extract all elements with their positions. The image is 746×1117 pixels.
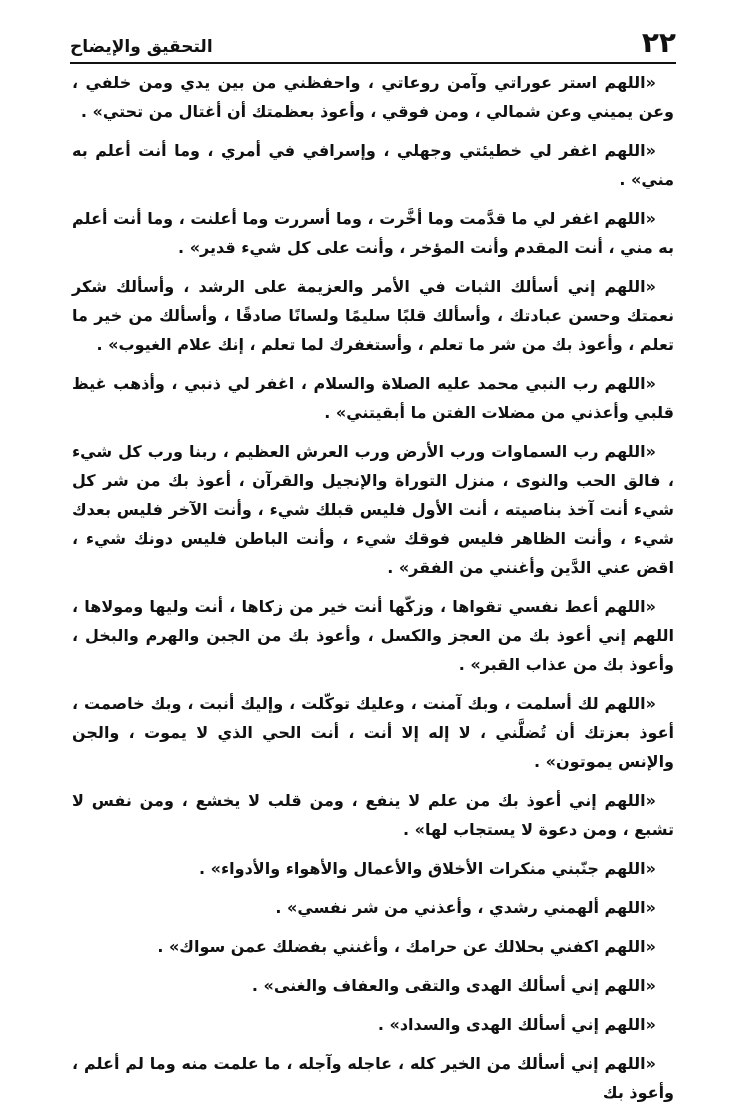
page-number: ٢٢ bbox=[641, 26, 676, 59]
dua-paragraph: «اللهم استر عوراتي وآمن روعاتي ، واحفظني من بين يدي ومن خلفي ، وعن يميني وعن شمالي ، ومن فوقي ، وأعوذ بعظمتك أن أغتال من تحتي» . bbox=[72, 73, 674, 121]
dua-paragraph: «اللهم رب النبي محمد عليه الصلاة والسلام ، اغفر لي ذنبي ، وأذهب غيظ قلبي وأعذني من مضلات الفتن ما أبقيتني» . bbox=[72, 374, 674, 422]
page-header bbox=[70, 22, 676, 64]
dua-paragraph: «اللهم لك أسلمت ، وبك آمنت ، وعليك توكّلت ، وإليك أنبت ، وبك خاصمت ، أعوذ بعزتك أن تُضلَّني ، لا إله إلا أنت ، أنت الحي الذي لا يموت ، والجن والإنس يموتون» . bbox=[72, 694, 674, 771]
dua-paragraph: «اللهم إني أسألك الهدى والسداد» . bbox=[377, 1015, 656, 1034]
dua-paragraph: «اللهم أعط نفسي تقواها ، وزكّها أنت خير من زكاها ، أنت وليها ومولاها ، اللهم إني أعوذ بك من العجز والكسل ، وأعوذ بك من الجبن والهرم والبخل ، وأعوذ بك من عذاب القبر» . bbox=[72, 597, 674, 674]
dua-paragraph: «اللهم إني أسألك الثبات في الأمر والعزيمة على الرشد ، وأسألك شكر نعمتك وحسن عبادتك ، وأسألك قلبًا سليمًا ولسانًا صادقًا ، وأسألك من خير ما تعلم ، وأعوذ بك من شر ما تعلم ، وأستغفرك لما تعلم ، إنك علام الغيوب» . bbox=[72, 277, 674, 354]
body-text bbox=[72, 68, 674, 1117]
dua-paragraph: «اللهم اغفر لي خطيئتي وجهلي ، وإسرافي في أمري ، وما أنت أعلم به مني» . bbox=[72, 141, 674, 189]
dua-paragraph: «اللهم رب السماوات ورب الأرض ورب العرش العظيم ، ربنا ورب كل شيء ، فالق الحب والنوى ، منزل التوراة والإنجيل والقرآن ، أعوذ بك من شر كل شيء أنت آخذ بناصيته ، أنت الأول فليس قبلك شيء ، وأنت الآخر فليس بعدك شيء ، وأنت الظاهر فليس فوقك شيء ، وأنت الباطن فليس دونك شيء ، اقض عني الدَّين وأغنني من الفقر» . bbox=[72, 442, 674, 577]
dua-paragraph: «اللهم إني أعوذ بك من علم لا ينفع ، ومن قلب لا يخشع ، ومن نفس لا تشبع ، ومن دعوة لا يستجاب لها» . bbox=[72, 791, 674, 839]
dua-paragraph: «اللهم جنّبني منكرات الأخلاق والأعمال والأهواء والأدواء» . bbox=[198, 859, 656, 878]
dua-paragraph: «اللهم إني أسألك من الخير كله ، عاجله وآجله ، ما علمت منه وما لم أعلم ، وأعوذ بك bbox=[72, 1054, 674, 1102]
running-title: التحقيق والإيضاح bbox=[70, 37, 213, 57]
dua-paragraph: «اللهم ألهمني رشدي ، وأعذني من شر نفسي» . bbox=[275, 898, 656, 917]
dua-paragraph: «اللهم اغفر لي ما قدَّمت وما أخَّرت ، وما أسررت وما أعلنت ، وما أنت أعلم به مني ، أنت المقدم وأنت المؤخر ، وأنت على كل شيء قدير» . bbox=[72, 209, 674, 257]
dua-paragraph: «اللهم اكفني بحلالك عن حرامك ، وأغنني بفضلك عمن سواك» . bbox=[157, 937, 656, 956]
dua-paragraph: «اللهم إني أسألك الهدى والتقى والعفاف والغنى» . bbox=[251, 976, 656, 995]
